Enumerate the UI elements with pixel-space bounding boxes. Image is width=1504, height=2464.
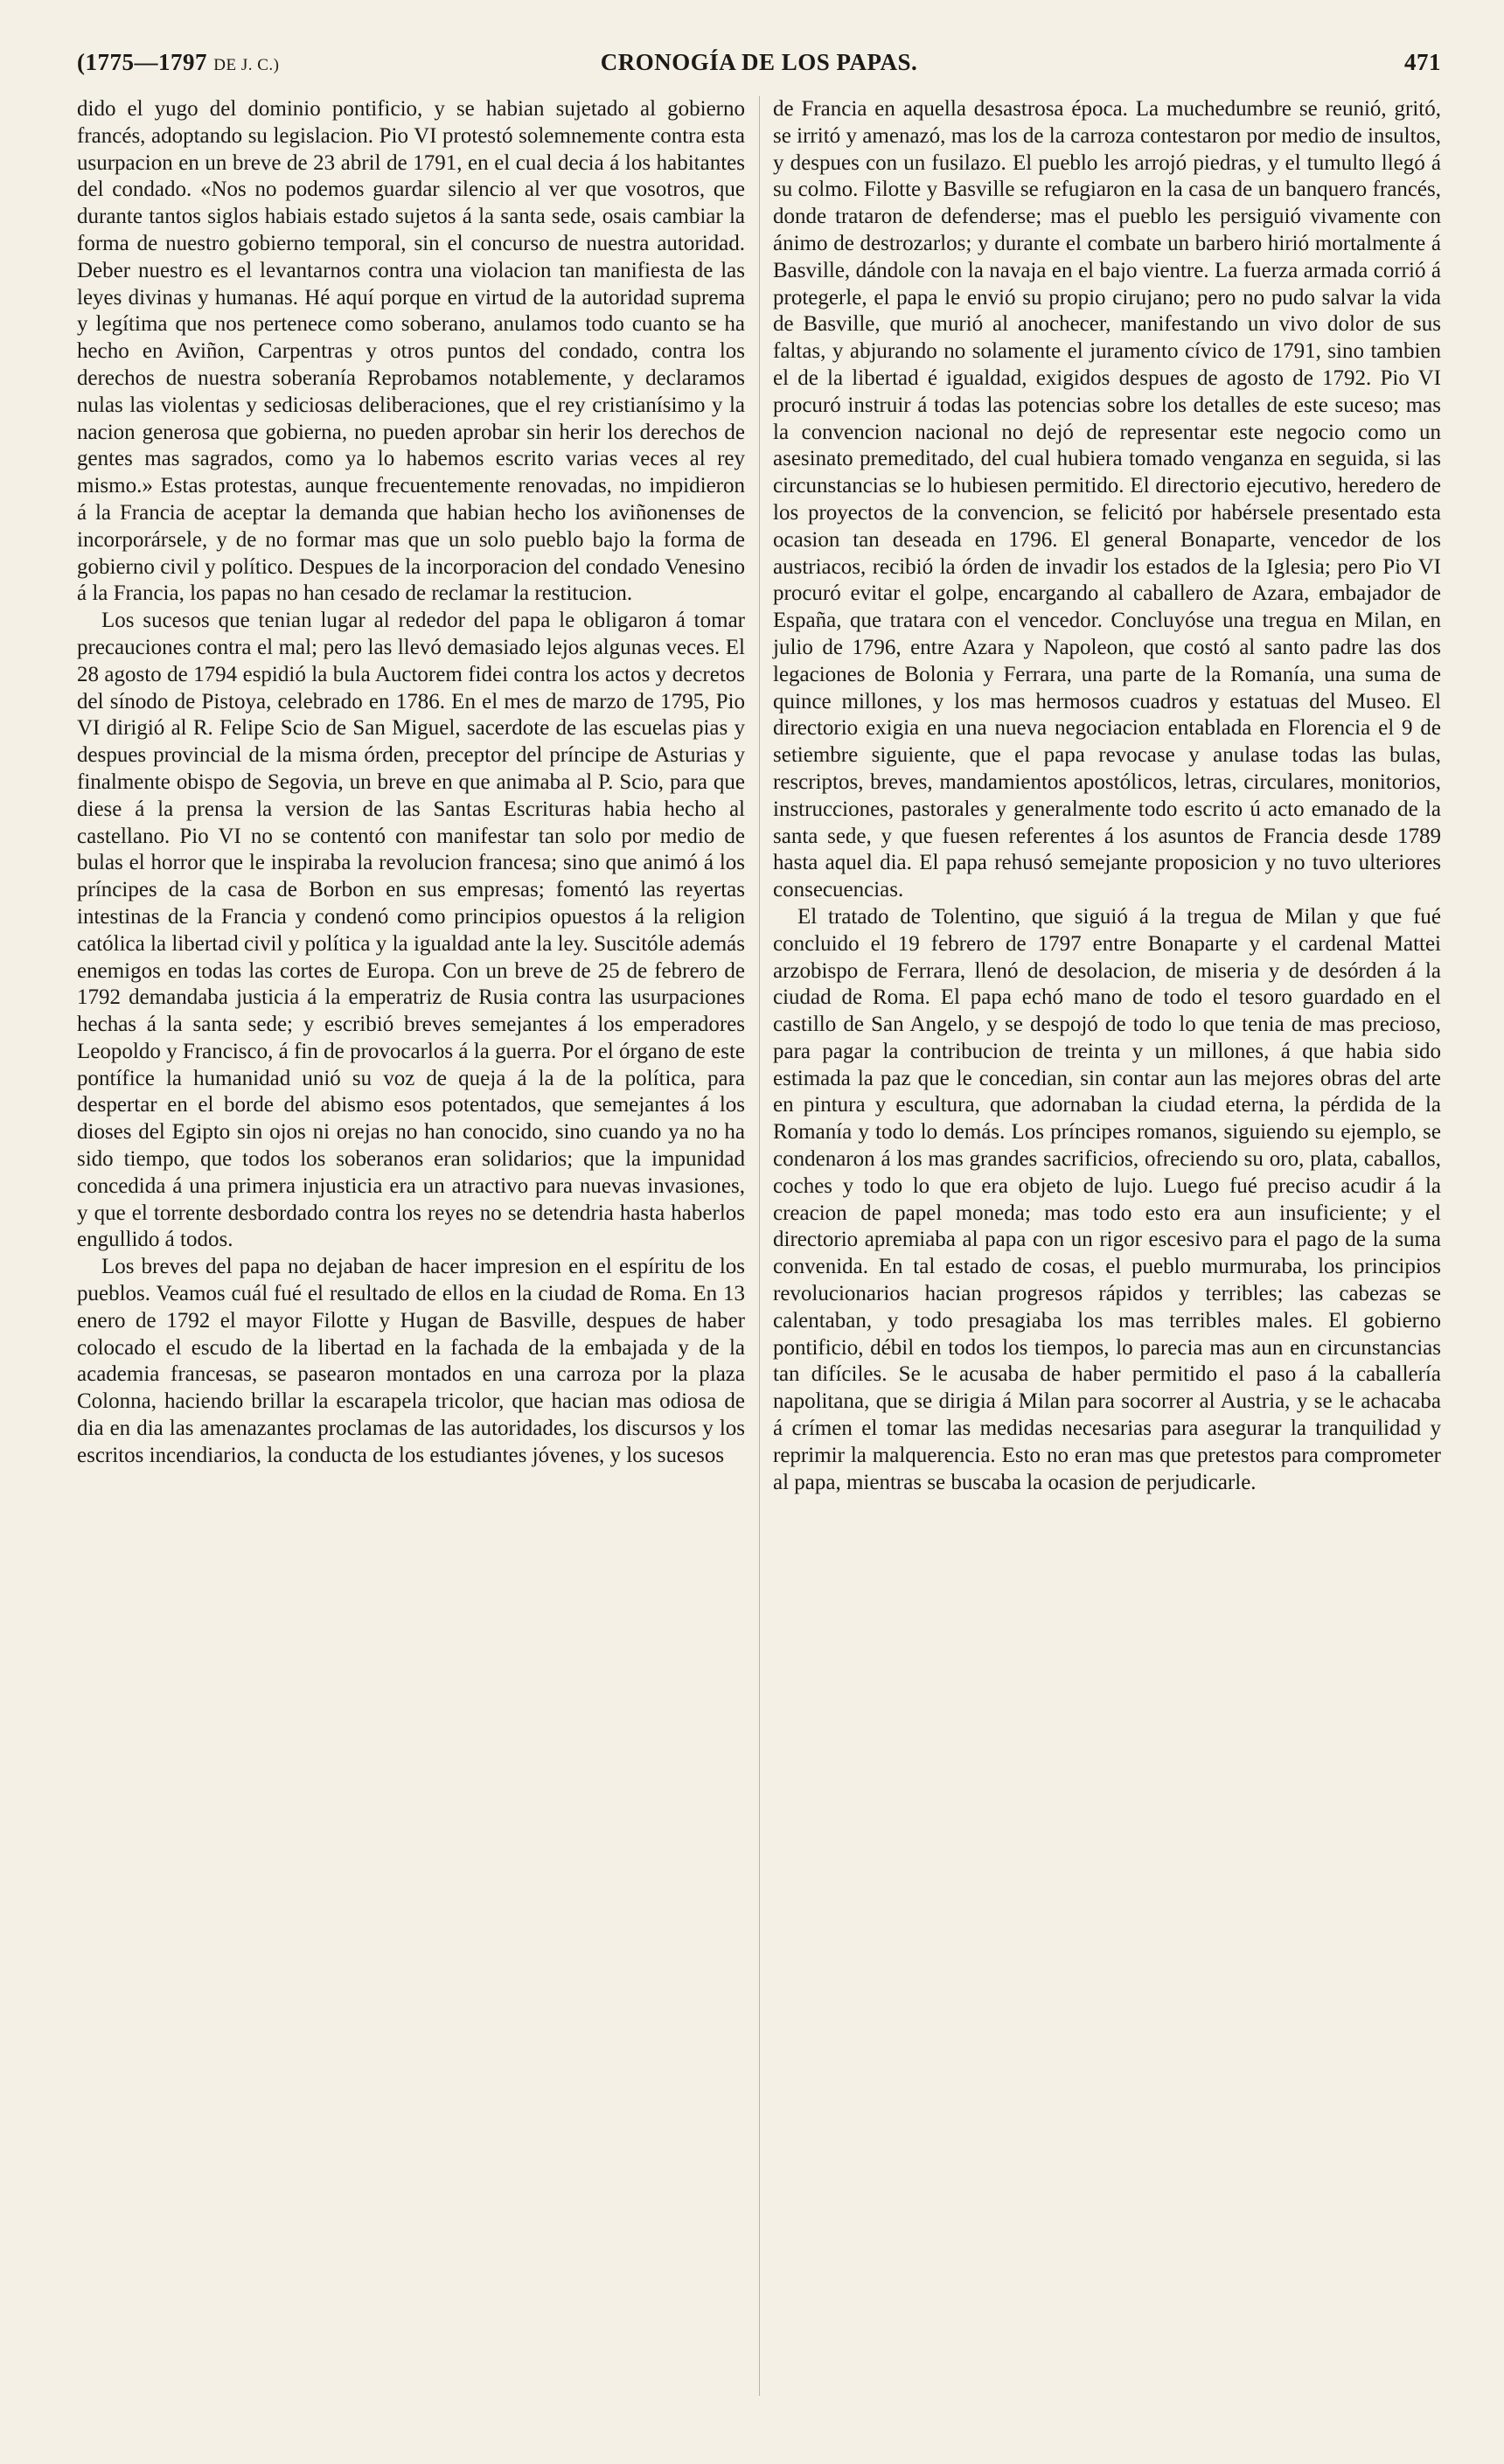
header-range: (1775—1797	[77, 49, 207, 75]
header-era: DE J. C.)	[213, 56, 280, 74]
page	[77, 44, 1441, 2422]
text-columns	[77, 96, 1441, 2405]
paragraph: Los sucesos que tenian lugar al rededor del papa le obligaron á tomar precauciones contra el mal; pero las llevó demasiado lejos algunas veces. El 28 agosto de 1794 espidió la bula Auctorem fidei contra los actos y decretos del sínodo de Pistoya, celebrado en 1786. En el mes de marzo de 1795, Pio VI dirigió al R. Felipe Scio de San Miguel, sacerdote de las escuelas pias y despues provincial de la misma órden, preceptor del príncipe de Asturias y finalmente obispo de Segovia, un breve en que animaba al P. Scio, para que diese á la prensa la version de las Santas Escrituras habia hecho al castellano. Pio VI no se contentó con manifestar tan solo por medio de bulas el horror que le inspiraba la revolucion francesa; sino que animó á los príncipes de la casa de Borbon en sus empresas; fomentó las reyertas intestinas de la Francia y condenó como principios opuestos á la religion católica la libertad civil y política y la igualdad ante la ley. Suscitóle además enemigos en todas las cortes de Europa. Con un breve de 25 de febrero de 1792 demandaba justicia á la emperatriz de Rusia contra las usurpaciones hechas á la santa sede; y escribió breves semejantes á los emperadores Leopoldo y Francisco, á fin de provocarlos á la guerra. Por el órgano de este pontífice la humanidad unió su voz de queja á la de la política, para despertar en el borde del abismo esos potentados, que semejantes á los dioses del Egipto sin ojos ni orejas no han conocido, sino cuando ya no ha sido tiempo, que todos los soberanos eran solidarios; que la impunidad concedida á una primera injusticia era un atractivo para nuevas invasiones, y que el torrente desbordado contra los reyes no se detendria hasta haberlos engullido á todos.	[77, 609, 745, 1252]
right-column	[773, 96, 1441, 1496]
paragraph: Los breves del papa no dejaban de hacer impresion en el espíritu de los pueblos. Veamos cuál fué el resultado de ellos en la ciudad de Roma. En 13 enero de 1792 el mayor Filotte y Hugan de Basville, despues de haber colocado el escudo de la libertad en la fachada de la embajada y de la academia francesas, se pasearon montados en una carroza por la plaza Colonna, haciendo brillar la escarapela tricolor, que hacian mas odiosa de dia en dia las amenazantes proclamas de las autoridades, los discursos y los escritos incendiarios, la conducta de los estudiantes jóvenes, y los sucesos	[77, 1255, 745, 1467]
left-column	[77, 96, 745, 1470]
paragraph: dido el yugo del dominio pontificio, y se habian sujetado al gobierno francés, adoptando su legislacion. Pio VI protestó solemnemente contra esta usurpacion en un breve de 23 abril de 1791, en el cual decia á los habitantes del condado. «Nos no podemos guardar silencio al ver que vosotros, que durante tantos siglos habiais estado sujetos á la santa sede, osais cambiar la forma de nuestro gobierno temporal, sin el concurso de nuestra autoridad. Deber nuestro es el levantarnos contra una violacion tan manifiesta de las leyes divinas y humanas. Hé aquí porque en virtud de la autoridad suprema y legítima que nos pertenece como soberano, anulamos todo cuanto se ha hecho en Aviñon, Carpentras y otros puntos del condado, contra los derechos de nuestra soberanía Reprobamos notablemente, y declaramos nulas las violentas y sediciosas deliberaciones, que el rey cristianísimo y la nacion generosa que gobierna, no pueden aprobar sin herir los derechos de gentes mas sagrados, como ya lo habemos escrito varias veces al rey mismo.» Estas protestas, aunque frecuentemente renovadas, no impidieron á la Francia de aceptar la demanda que habian hecho los aviñonenses de incorporársele, y de no formar mas que un solo pueblo bajo la forma de gobierno civil y político. Despues de la incorporacion del condado Venesino á la Francia, los papas no han cesado de reclamar la restitucion.	[77, 97, 745, 606]
paragraph: El tratado de Tolentino, que siguió á la tregua de Milan y que fué concluido el 19 febrero de 1797 entre Bonaparte y el cardenal Mattei arzobispo de Ferrara, llenó de desolacion, de miseria y de desórden á la ciudad de Roma. El papa echó mano de todo el tesoro guardado en el castillo de San Angelo, y se despojó de todo lo que tenia de mas precioso, para pagar la contribucion de treinta y un millones, á que habia sido estimada la paz que le concedian, sin contar aun las mejores obras del arte en pintura y escultura, que adornaban la ciudad eterna, la pérdida de la Romanía y todo lo demás. Los príncipes romanos, siguiendo su ejemplo, se condenaron á los mas grandes sacrificios, ofreciendo su oro, plata, caballos, coches y todo lo que era objeto de lujo. Luego fué preciso acudir á la creacion de papel moneda; mas todo esto era aun insuficiente; y el directorio apremiaba al papa con un rigor escesivo para el pago de la suma convenida. En tal estado de cosas, el pueblo murmuraba, los principios revolucionarios hacian progresos rápidos y terribles; las cabezas se calentaban, y todo presagiaba los mas terribles males. El gobierno pontificio, débil en todos los tiempos, lo parecia mas aun en circunstancias tan difíciles. Se le acusaba de haber permitido el paso á la caballería napolitana, que se dirigia á Milan para socorrer al Austria, y se le achacaba á crímen el tomar las medidas necesarias para asegurar la tranquilidad y reprimir la malquerencia. Esto no eran mas que pretestos para comprometer al papa, mientras se buscaba la ocasion de perjudicarle.	[773, 904, 1441, 1494]
header-title: CRONOGÍA DE LOS PAPAS.	[600, 49, 918, 75]
running-header	[77, 44, 1441, 82]
paragraph: de Francia en aquella desastrosa época. La muchedumbre se reunió, gritó, se irritó y amenazó, mas los de la carroza contestaron por medio de insultos, y despues con un fusilazo. El pueblo les arrojó piedras, y el tumulto llegó á su colmo. Filotte y Basville se refugiaron en la casa de un banquero francés, donde trataron de defenderse; mas el pueblo les persiguió vivamente con ánimo de destrozarlos; y durante el combate un barbero hirió mortalmente á Basville, dándole con la navaja en el bajo vientre. La fuerza armada corrió á protegerle, el papa le envió su propio cirujano; pero no pudo salvar la vida de Basville, que murió al anochecer, manifestando un vivo dolor de sus faltas, y abjurando no solamente el juramento cívico de 1791, sino tambien el de la libertad é igualdad, exigidos despues de agosto de 1792. Pio VI procuró instruir á todas las potencias sobre los detalles de este suceso; mas la convencion nacional no dejó de representar este negocio como un asesinato premeditado, del cual hubiera tomado venganza en seguida, si las circunstancias se lo hubiesen permitido. El directorio ejecutivo, heredero de los proyectos de la convencion, se felicitó por habérsele presentado esta ocasion tan deseada en 1796. El general Bonaparte, vencedor de los austriacos, recibió la órden de invadir los estados de la Iglesia; pero Pio VI procuró evitar el golpe, encargando al caballero de Azara, embajador de España, que tratara con el vencedor. Concluyóse una tregua en Milan, en julio de 1796, entre Azara y Napoleon, que costó al santo padre las dos legaciones de Bolonia y Ferrara, una parte de la Romanía, una suma de quince millones, y los mas hermosos cuadros y estatuas del Museo. El directorio exigia en una nueva negociacion entablada en Florencia el 9 de setiembre siguiente, que el papa revocase y anulase todas las bulas, rescriptos, breves, mandamientos apostólicos, letras, circulares, monitorios, instrucciones, pastorales y generalmente todo escrito ú acto emanado de la santa sede, y que fuesen referentes á los asuntos de Francia desde 1789 hasta aquel dia. El papa rehusó semejante proposicion y no tuvo ulteriores consecuencias.	[773, 97, 1441, 902]
page-number: 471	[1404, 49, 1441, 75]
